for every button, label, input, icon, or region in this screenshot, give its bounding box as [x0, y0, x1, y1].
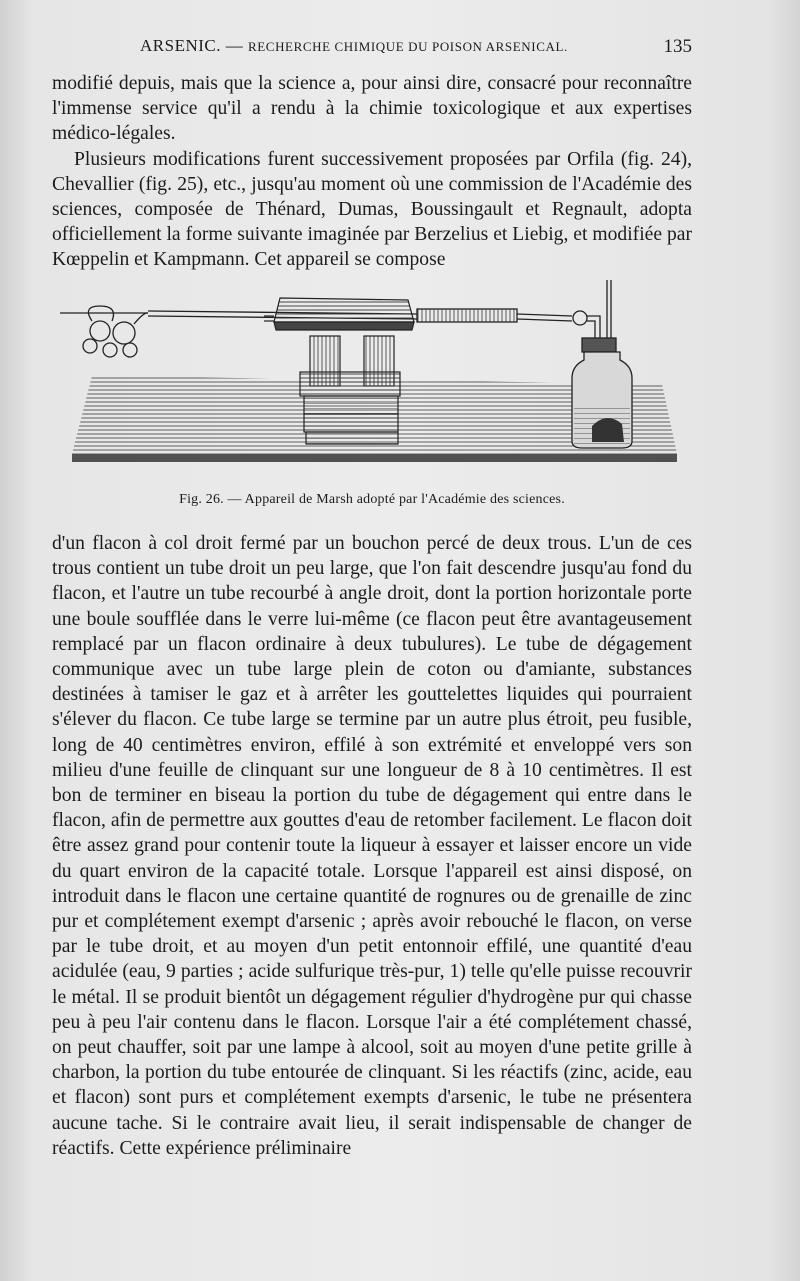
header-subtitle: RECHERCHE CHIMIQUE DU POISON ARSENICAL. [247, 39, 568, 54]
page-number: 135 [663, 36, 692, 57]
figure-marsh-apparatus [52, 276, 692, 481]
brick-support [300, 336, 400, 444]
text-block-bottom [52, 531, 692, 1161]
running-header [52, 36, 692, 64]
flask [572, 280, 632, 448]
running-title [140, 36, 568, 56]
paragraph-3: d'un flacon à col droit fermé par un bouchon percé de deux trous. L'un de ces trous contient un tube droit un peu large, que l'on fait descendre jusqu'au fond du flacon, et l'autre un tube recourbé à angle droit, dont la portion horizontale porte une boule soufflée dans le verre lui-même (ce flacon peut être avantageusement remplacé par un flacon ordinaire à deux tubulures). Le tube de dégagement communique avec un tube large plein de coton ou d'amiante, substances destinées à tamiser le gaz et à arrêter les gouttelettes liquides qui pourraient s'élever du flacon. Ce tube large se termine par un autre plus étroit, peu fusible, long de 40 centimètres environ, effilé à son extrémité et enveloppé vers son milieu d'une feuille de clinquant sur une longueur de 8 à 10 centimètres. Il est bon de terminer en biseau la portion du tube de dégagement qui entre dans le flacon, afin de permettre aux gouttes d'eau de retomber facilement. Le flacon doit être assez grand pour contenir toute la liqueur à essayer et laisser encore un vide du quart environ de la capacité totale. Lorsque l'appareil est ainsi disposé, on introduit dans le flacon une certaine quantité de rognures ou de grenaille de zinc pur et complétement exempt d'arsenic ; après avoir rebouché le flacon, on verse par le tube droit, et au moyen d'un petit entonnoir effilé, une quantité d'eau acidulée (eau, 9 parties ; acide sulfurique très-pur, 1) telle qu'elle puisse recouvrir le métal. Il se produit bientôt un dégagement régulier d'hydrogène pur qui chasse peu à peu l'air contenu dans le flacon. Lorsque l'air a été complétement chassé, on peut chauffer, soit par une lampe à alcool, soit au moyen d'une petite grille à charbon, la portion du tube entourée de clinquant. Si les réactifs (zinc, acide, eau et flacon) sont purs et complétement exempts d'arsenic, le tube ne présentera aucune tache. Si le contraire avait lieu, il serait indispensable de changer de réactifs. Cette expérience préliminaire [52, 533, 692, 1159]
drying-bulbs [60, 306, 148, 357]
paragraph-2: Plusieurs modifications furent successivement proposées par Orfila (fig. 24), Chevallier (fig. 25), etc., jusqu'au moment où une commission de l'Académie des sciences, composée de Thénard, Dumas, Boussingault et Regnault, adopta officiellement la forme suivante imaginée par Berzelius et Liebig, et modifiée par Kœppelin et Kampmann. Cet appareil se compose [52, 148, 692, 271]
marsh-apparatus-illustration [52, 276, 692, 481]
header-title: ARSENIC. [140, 36, 221, 55]
paragraph-1: modifié depuis, mais que la science a, pour ainsi dire, consacré pour reconnaître l'immense service qu'il a rendu à la chimie toxicologique et aux expertises médico-légales. [52, 73, 692, 145]
charcoal-grill [264, 298, 414, 330]
figure-caption: Fig. 26. — Appareil de Marsh adopté par l'Académie des sciences. [179, 492, 565, 507]
text-block-top [52, 71, 692, 273]
header-dash: — [225, 36, 244, 55]
